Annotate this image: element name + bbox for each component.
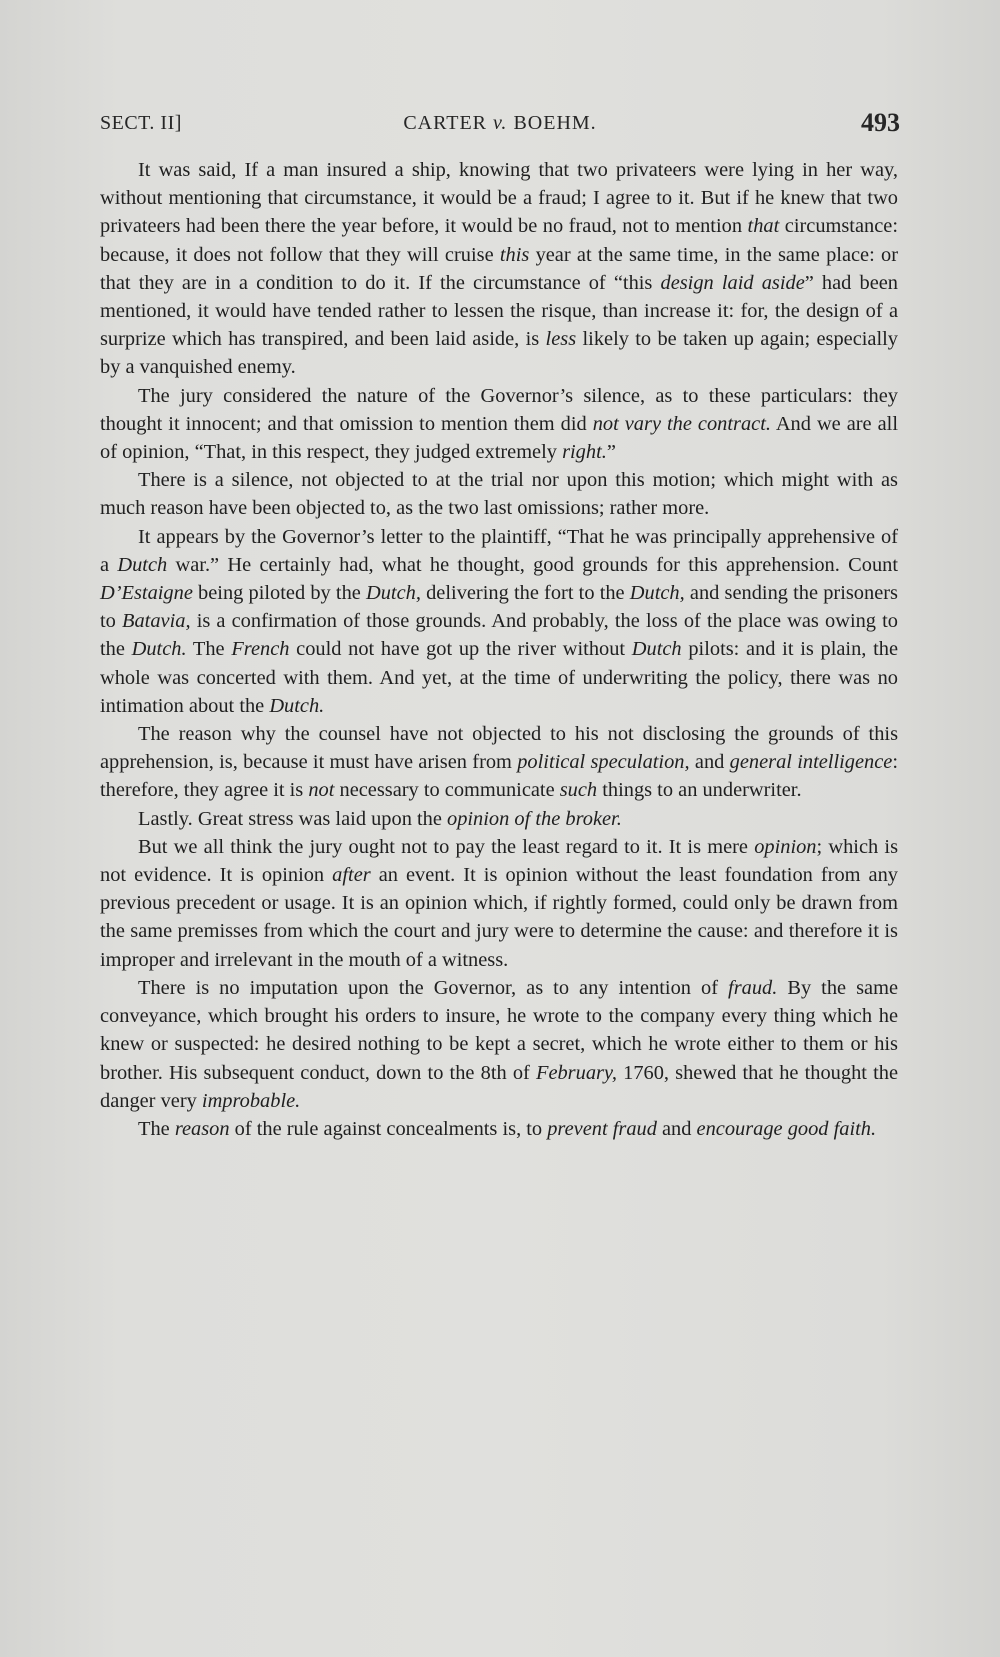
text-run: and [689, 751, 730, 774]
italic-text: February, [535, 1061, 617, 1084]
text-run: ; which is not evidence. It is opinion [100, 835, 899, 887]
text-run: : therefore, they agree it is [100, 751, 899, 802]
italic-text: encourage good faith. [696, 1117, 877, 1140]
text-run: There is no imputation upon the Governor, as to any intention of [138, 976, 729, 999]
text-run: And we are all of opinion, “That, in this respect, they judged extremely [100, 412, 898, 464]
italic-text: not [308, 779, 335, 802]
italic-text: right. [562, 441, 607, 464]
running-header [100, 104, 900, 140]
text-run: It was said, If a man insured a ship, knowing that two privateers were lying in her way, without mentioning that circumstance, it would be a fraud; I agree to it. But if he knew that two privateers had been there the year before, it would be no fraud, not to mention [100, 159, 898, 238]
text-run: war.” He certainly had, what he thought, good grounds for this apprehension. Count [167, 553, 898, 576]
text-run: The jury considered the nature of the Governor’s silence, as to these particulars: they thought it innocent; and that omission to mention them did [100, 384, 898, 435]
italic-text: after [332, 864, 371, 887]
text-run: ” had been mentioned, it would have tended rather to lessen the risque, than increase it: for, the design of a surprize which has transpired, and been laid aside, is [100, 271, 898, 351]
paragraph [100, 466, 898, 522]
text-run: By the same conveyance, which brought his orders to insure, he wrote to the company every thing which he knew or suspected: he desired nothing to be kept a secret, which he wrote either to them or his brother. His subsequent conduct, down to the 8th of [100, 976, 898, 1084]
text-run: and sending the prisoners to [100, 582, 898, 633]
section-label: SECT. II] [100, 112, 182, 134]
italic-text: fraud. [728, 976, 778, 999]
body-text [100, 156, 898, 1143]
paragraph [100, 974, 898, 1115]
italic-text: such [559, 779, 598, 802]
italic-text: opinion of the broker. [447, 807, 622, 830]
italic-text: Dutch, [629, 582, 685, 605]
italic-text: general intelligence [729, 751, 893, 774]
paragraph [100, 382, 898, 467]
text-run: year at the same time, in the same place: or that they are in a condition to do it. If the circumstance of “this [100, 243, 898, 294]
italic-text: prevent fraud [547, 1117, 657, 1140]
text-run: being piloted by the [192, 582, 366, 605]
italic-text: Dutch. [269, 694, 325, 717]
italic-text: Dutch. [131, 638, 187, 661]
paragraph [100, 523, 898, 720]
paragraph [100, 805, 898, 833]
paragraph [100, 833, 898, 974]
italic-text: political speculation, [517, 751, 690, 774]
text-run: is a confirmation of those grounds. And probably, the loss of the place was owing to the [100, 610, 898, 661]
italic-text: reason [174, 1117, 230, 1140]
case-title [100, 112, 900, 135]
text-run: an event. It is opinion without the least foundation from any previous precedent or usage. It is an opinion which, if rightly formed, could only be drawn from the same premisses from which the court and jury were to determine the cause: and therefore it is improper and irrelevant in the mouth of a witness. [100, 864, 898, 971]
text-run: delivering the fort to the [420, 582, 630, 605]
italic-text: Dutch, [366, 582, 421, 605]
italic-text: that [747, 215, 780, 238]
text-run: could not have got up the river without [289, 638, 632, 661]
italic-text: this [499, 243, 530, 266]
text-run: It appears by the Governor’s letter to the plaintiff, “That he was principally apprehensive of a [100, 525, 898, 576]
text-run: things to an underwriter. [597, 779, 802, 802]
text-run: There is a silence, not objected to at the trial nor upon this motion; which might with as much reason have been objected to, as the two last omissions; rather more. [100, 469, 898, 520]
text-run: The [138, 1117, 175, 1140]
italic-text: not vary the contract. [592, 412, 771, 435]
text-run: likely to be taken up again; especially by a vanquished enemy. [100, 328, 899, 379]
paragraph [100, 156, 898, 382]
italic-text: less [545, 328, 577, 351]
case-title-versus: v. [493, 112, 508, 134]
case-title-defendant: BOEHM. [507, 112, 597, 134]
text-run: 1760, shewed that he thought the danger very [100, 1061, 898, 1112]
case-title-plaintiff: CARTER [403, 112, 494, 134]
text-run: The reason why the counsel have not objected to his not disclosing the grounds of this apprehension, is, because it must have arisen from [100, 723, 898, 774]
text-run: Lastly. Great stress was laid upon the [138, 807, 447, 830]
italic-text: French [231, 638, 290, 661]
italic-text: Dutch [117, 553, 168, 576]
text-run: necessary to communicate [334, 779, 560, 802]
text-run: ” [606, 441, 616, 464]
text-run: pilots: and it is plain, the whole was concerted with them. And yet, at the time of underwriting the policy, there was no intimation about the [100, 638, 899, 717]
text-run: But we all think the jury ought not to pay the least regard to it. It is mere [138, 835, 755, 858]
text-run: and [656, 1117, 697, 1140]
italic-text: Batavia, [122, 610, 191, 633]
italic-text: D’Estaigne [100, 582, 193, 605]
text-run: The [186, 638, 232, 661]
italic-text: design laid aside [660, 271, 805, 294]
page-number: 493 [861, 108, 900, 137]
text-run: of the rule against concealments is, to [229, 1117, 548, 1140]
italic-text: improbable. [201, 1089, 301, 1112]
paragraph [100, 1115, 898, 1143]
italic-text: Dutch [631, 638, 682, 661]
text-run: circumstance: because, it does not follow that they will cruise [100, 215, 898, 266]
paragraph [100, 720, 898, 805]
italic-text: opinion [754, 835, 817, 858]
